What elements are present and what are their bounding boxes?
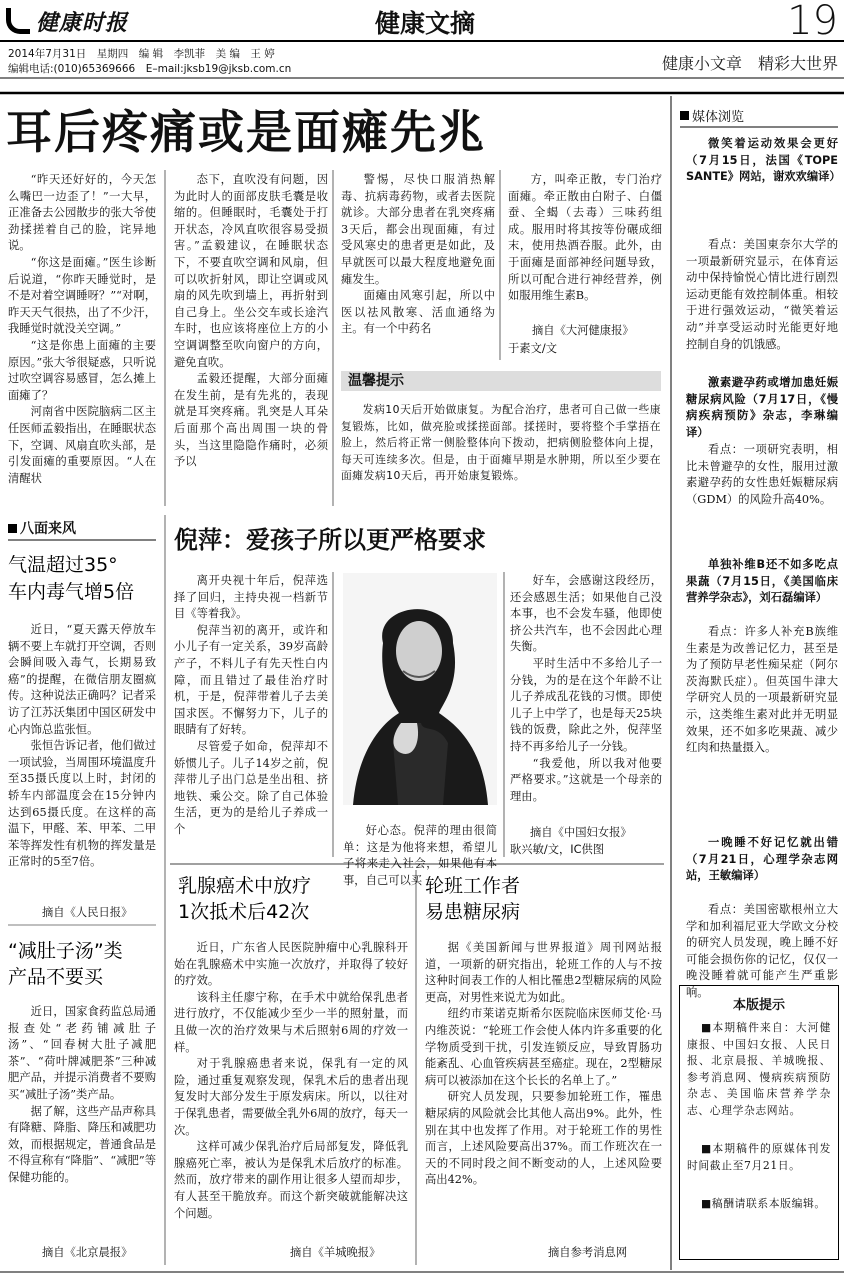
media-item-3-title: 单独补维B还不如多吃点果蔬（7月15日，《美国临床营养学杂志》，刘石磊编译） xyxy=(686,558,838,605)
paragraph: 河南省中医院脑病二区主任医师孟毅指出，在睡眠状态下，空调、风扇直吹头部，是引发面瘫的重要原因。“人在清醒状 xyxy=(8,405,156,485)
notice-title: 本版提示 xyxy=(732,998,785,1013)
paragraph: 张恒告诉记者，他们做过一项试验，当周围环境温度升至35摄氏度以上时，封闭的轿车内部温度会在15分钟内达到65摄氏度。在这样的高温下，甲醛、苯、甲苯、二甲苯等挥发性有机物的挥发量是正常时的5至7倍。 xyxy=(8,739,156,869)
left-article-1-headline-line-2: 车内毒气增5倍 xyxy=(8,581,135,603)
logo-text: 健康时报 xyxy=(36,9,129,36)
bottom-b-headline-line-1: 轮班工作者 xyxy=(425,875,521,897)
paragraph: 近日，“夏天露天停放车辆不要上车就打开空调，否则会瞬间吸入毒气，长期易致癌”的提醒，在微信朋友圈疯传。这种说法正确吗？记者采访了江苏沃集团中国区研发中心内饰总监张恒。 xyxy=(8,623,156,736)
lead-author: 于素文/文 xyxy=(508,342,557,355)
right-section-title: 媒体浏览 xyxy=(692,109,745,125)
paragraph: 这样可减少保乳治疗后局部复发，降低乳腺癌死亡率，被认为是保乳术后放疗的标准。然而，放疗带来的副作用让很多人望而却步，有人甚至干脆放弃。而这个新突破就能解决这个问题。 xyxy=(174,1140,408,1220)
media-item-2-body: 看点：一项研究表明，相比未曾避孕的女性，服用过激素避孕药的女性患妊娠糖尿病（GDM）的风险升高40%。 xyxy=(686,443,838,506)
bottom-b-source: 摘自参考消息网 xyxy=(548,1246,628,1259)
bottom-a-body xyxy=(174,940,408,1238)
feature-headline: 倪萍：爱孩子所以更严格要求 xyxy=(174,525,486,554)
slogan: 健康小文章 精彩大世界 xyxy=(661,54,838,73)
media-item-3-body: 看点：许多人补充B族维生素是为改善记忆力，甚至是为了预防早老性痴呆症（阿尔茨海默氏症）。但英国牛津大学研究人员的一项最新研究显示，这类维生素对此并无明显效果，还不如多吃果蔬、减少红肉和热量摄入。 xyxy=(686,625,838,755)
lead-col-1 xyxy=(8,172,156,505)
paragraph: 方，叫牵正散，专门治疗面瘫。牵正散由白附子、白僵蚕、全蝎（去毒）三味药组成。服用时将其按等份碾成细末，使用热酒吞服。此外，由于面瘫是面部神经问题导致，所以可配合进行神经营养，例如服用维生素B。 xyxy=(508,173,662,303)
paragraph: “这是你患上面瘫的主要原因。”张大爷很疑惑，只听说过吹空调容易感冒，怎么摊上面瘫了？ xyxy=(8,338,156,402)
notice-item-1: ■本期稿件来自：大河健康报、中国妇女报、人民日报、北京晨报、羊城晚报、参考消息网、慢病疾病预防杂志、美国临床营养学杂志、心理学杂志网站。 xyxy=(687,1021,831,1117)
media-item-1-title: 微笑着运动效果会更好（7月15日，法国《TOPE SANTE》网站，谢欢欢编译） xyxy=(686,137,841,184)
logo-mark-icon xyxy=(6,8,30,34)
bottom-a-headline-line-1: 乳腺癌术中放疗 xyxy=(178,875,312,897)
page-number: 19 xyxy=(787,0,838,44)
paragraph: 离开央视十年后，倪萍选择了回归，主持央视一档新节目《等着我》。 xyxy=(174,574,328,621)
tip-body xyxy=(341,402,661,514)
lead-col-4 xyxy=(508,172,662,322)
paragraph: “你这是面瘫。”医生诊断后说道，“你昨天睡觉时，是不是对着空调睡呀？”“对啊，昨天天气很热，出了不少汗，我睡觉时就没关空调。” xyxy=(8,255,156,336)
left-section-heading xyxy=(8,517,156,539)
lead-source: 摘自《大河健康报》 xyxy=(532,324,634,337)
paragraph: 好心态。倪萍的理由很简单：这是为他将来想，希望儿子将来走入社会，如果他有本事，自己可以买 xyxy=(343,824,497,887)
right-section-heading xyxy=(680,104,840,126)
paragraph: 研究人员发现，只要参加轮班工作，罹患糖尿病的风险就会比其他人高出9%。此外，性别在其中也发挥了作用。对于轮班工作的男性而言，上述风险要高出37%。而工作班次在一天的不同时段之间不断变动的人，上述风险要高出42%。 xyxy=(425,1090,662,1187)
media-item-2-title: 激素避孕药或增加患妊娠糖尿病风险（7月17日，《慢病疾病预防》杂志，李琳编译） xyxy=(686,376,838,439)
masthead xyxy=(0,0,844,80)
notice-item-3: ■稿酬请联系本版编辑。 xyxy=(701,1197,826,1210)
bottom-b-headline-line-2: 易患糖尿病 xyxy=(425,901,521,923)
logo xyxy=(6,4,146,38)
left-article-2-source: 摘自《北京晨报》 xyxy=(42,1246,133,1259)
paragraph: “昨天还好好的，今天怎么嘴巴一边歪了！”一大早，正准备去公园散步的张大爷使劲揉搓着自己的脸，诧异地说。 xyxy=(8,173,156,253)
paragraph: 好车，会感谢这段经历，还会感恩生活；如果他自己没本事，也不会发车骚，他即使挤公共汽车，也不会因此心理失衡。 xyxy=(510,574,662,654)
paragraph: 发病10天后开始做康复。为配合治疗，患者可自己做一些康复锻炼，比如，做亮脸或揉搓面部。揉搓时，要将整个手掌捂在脸上，然后将正常一侧脸整体向下拨动，把病侧脸整体向上提，每天可连续多次。但是，由于面瘫早期是水肿期，所以至少要在面瘫发病10天后，再开始康复锻炼。 xyxy=(341,403,661,483)
paragraph: 孟毅还提醒，大部分面瘫在发生前，是有先兆的，表现就是耳突疼痛。乳突是人耳朵后面那个高出周围一块的骨头，当这里隐隐作痛时，必须予以 xyxy=(174,372,328,469)
left-article-2-body xyxy=(8,1004,156,1236)
paragraph: 平时生活中不多给儿子一分钱，为的是在这个年龄不让儿子养成乱花钱的习惯。即使儿子上中学了，也是每天25块钱的饭费，除此之外，倪萍坚持不再多给儿子一分钱。 xyxy=(510,656,662,753)
paragraph: 警惕，尽快口服消热解毒、抗病毒药物，或者去医院就诊。大部分患者在乳突疼痛3天后，都会出现面瘫，有过受风寒史的患者更是如此，及早就医可以最大程度地避免面瘫发生。 xyxy=(341,173,495,286)
date-line: 2014年7月31日 星期四 编 辑 李凯菲 美 编 王 婷 xyxy=(8,48,275,60)
left-article-1-body xyxy=(8,622,156,894)
square-bullet-icon xyxy=(8,524,17,533)
feature-author: 耿兴敏/文，IC供图 xyxy=(510,843,605,856)
bottom-a-source: 摘自《羊城晚报》 xyxy=(290,1246,381,1259)
paragraph: 近日，国家食药监总局通报查处“老药铺减肚子汤”、“回春树大肚子减肥茶”、“荷叶牌减肥茶”三种减肥产品，并提示消费者不要购买“减肚子汤”类产品。 xyxy=(8,1005,156,1101)
media-item-4-title: 一晚睡不好记忆就出错（7月21日，心理学杂志网站，王敏编译） xyxy=(686,836,838,883)
feature-col-2-below-photo xyxy=(343,823,497,887)
paragraph: 纽约市莱诺克斯希尔医院临床医师艾伦·马内维茨说：“轮班工作会使人体内许多重要的化学物质受到干扰，引发连锁反应，导致胃肠功能紊乱、心血管疾病甚至癌症。现在，2型糖尿病可以被添加在这个长长的名单上了。” xyxy=(425,1007,662,1087)
lead-col-2 xyxy=(174,172,328,505)
left-article-2-headline-line-1: “减肚子汤”类 xyxy=(8,940,123,962)
feature-col-3 xyxy=(510,573,662,823)
feature-source: 摘自《中国妇女报》 xyxy=(530,826,632,839)
paragraph: 态下，直吹没有问题，因为此时人的面部皮肤毛囊是收缩的。但睡眠时，毛囊处于打开状态，冷风直吹很容易受损害。”孟毅建议，在睡眠状态下，不要直吹空调和风扇，但可以吹折射风，即让空调或风扇的风先吹到墙上，再折射到自己身上。坐公交车或长途汽车时，也应该将座位上方的小空调调整至吹向窗户的方向，避免直吹。 xyxy=(174,173,328,369)
bottom-b-body xyxy=(425,940,662,1238)
section-title: 健康文摘 xyxy=(374,9,475,38)
left-article-1-headline-line-1: 气温超过35° xyxy=(8,554,118,576)
paragraph: “我爱他，所以我对他要严格要求。”这就是一个母亲的理由。 xyxy=(510,756,662,803)
paragraph: 近日，广东省人民医院肿瘤中心乳腺科开始在乳腺癌术中实施一次放疗，并取得了较好的疗效。 xyxy=(174,941,408,988)
feature-photo xyxy=(343,573,497,805)
tip-title: 温馨提示 xyxy=(348,373,404,389)
paragraph: 倪萍当初的离开，或许和小儿子有一定关系，39岁高龄产子，不料儿子有先天性白内障，而且错过了最佳治疗时机，于是，倪萍带着儿子去美国求医。不懈努力下，儿子的眼睛有了好转。 xyxy=(174,623,328,737)
contact-line: 编辑电话:(010)65369666 E–mail:jksb19@jksb.com.cn xyxy=(8,63,292,75)
left-article-2-headline-line-2: 产品不要买 xyxy=(8,966,104,988)
media-item-1-body: 看点：美国東奈尔大学的一项最新研究显示，在体育运动中保持愉悦心情比进行剧烈运动更能有效控制体重。相较于进行强效运动，“微笑着运动”并享受运动时光能更好地控制自身的饥饿感。 xyxy=(686,238,838,351)
paragraph: 该科主任廖宁称，在手术中就给保乳患者进行放疗，不仅能减少至少一半的照射量，而且做一次的治疗效果与术后照射6周的疗效一样。 xyxy=(174,990,408,1054)
square-bullet-icon xyxy=(680,111,689,120)
portrait-figure xyxy=(343,573,497,805)
paragraph: 尽管爱子如命，倪萍却不娇惯儿子。儿子14岁之前，倪萍带儿子出门总是坐出租、挤地铁、乘公交。除了自己体验生活，更为的是给儿子养成一个 xyxy=(174,739,328,836)
lead-headline: 耳后疼痛或是面瘫先兆 xyxy=(6,105,486,159)
media-item-4-body: 看点：美国密歇根州立大学和加利福尼亚大学欧文分校的研究人员发现，晚上睡不好可能会损伤你的记忆，仅仅一晚没睡着就可能产生严重影响。 xyxy=(686,903,838,999)
feature-col-1 xyxy=(174,573,328,856)
bottom-a-headline-line-2: 1次抵术后42次 xyxy=(178,901,310,923)
left-article-1-source: 摘自《人民日报》 xyxy=(42,906,133,919)
lead-col-3 xyxy=(341,172,495,372)
paragraph: 对于乳腺癌患者来说，保乳有一定的风险，通过重复观察发现，保乳术后的患者出现复发时大部分发生于原发病床。所以，以往对于保乳患者，需要做全乳外6周的放疗，每天一次。 xyxy=(174,1057,408,1137)
paragraph: 据《美国新闻与世界报道》周刊网站报道，一项新的研究指出，轮班工作的人与不按这种时间表工作的人相比罹患2型糖尿病的风险更高，对男性来说尤为如此。 xyxy=(425,941,662,1004)
paragraph: 据了解，这些产品声称具有降糖、降脂、降压和减肥功效，而根据规定，普通食品是不得宣称有“降脂”、“减肥”等保健功能的。 xyxy=(8,1104,156,1184)
paragraph: 面瘫由风寒引起，所以中医以祛风散寒、活血通络为主。有一个中药名 xyxy=(341,289,495,336)
left-section-title: 八面来风 xyxy=(20,521,76,537)
notice-item-2: ■本期稿件的原媒体刊发时间截止至7月21日。 xyxy=(687,1142,831,1172)
notice-box xyxy=(679,985,839,1260)
